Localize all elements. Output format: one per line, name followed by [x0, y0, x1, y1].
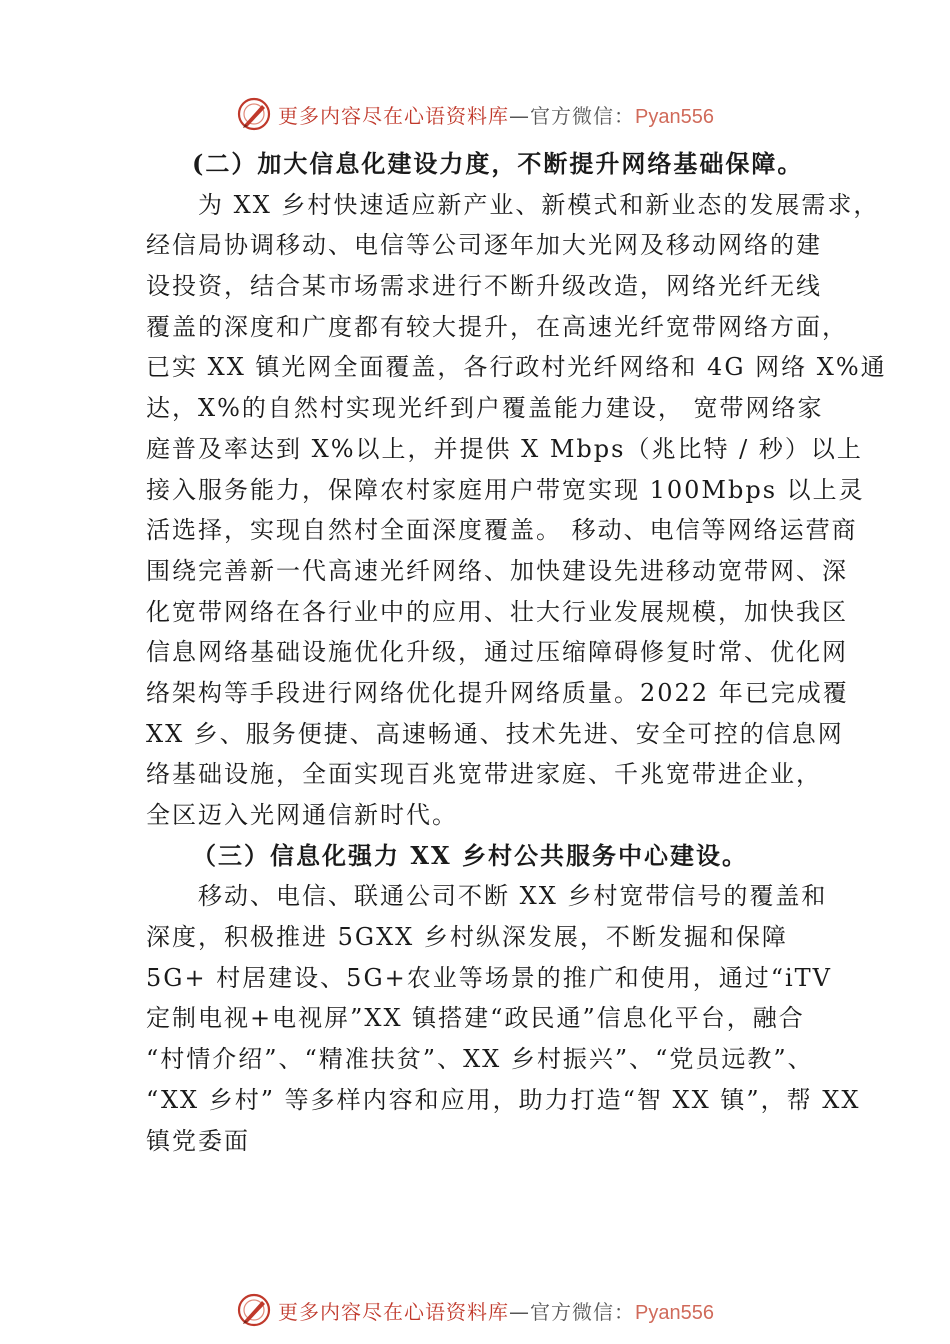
paragraph-line: 镇党委面	[146, 1126, 250, 1155]
paragraph-line: 络架构等手段进行网络优化提升网络质量。2022 年已完成覆	[146, 678, 849, 707]
paragraph-line: 信息网络基础设施优化升级，通过压缩障碍修复时常、优化网	[146, 638, 848, 667]
wechat-id: Pyan556	[635, 1301, 714, 1324]
paragraph-line: 设投资，结合某市场需求进行不断升级改造，网络光纤无线	[146, 272, 822, 301]
paragraph-line: 活选择，实现自然村全面深度覆盖。 移动、电信等网络运营商	[146, 516, 858, 545]
paragraph-line: 深度，积极推进 5GXX 乡村纵深发展，不断发掘和保障	[146, 923, 788, 952]
paragraph-line: 移动、电信、联通公司不断 XX 乡村宽带信号的覆盖和	[198, 882, 828, 911]
paragraph-line: 5G+ 村居建设、5G+农业等场景的推广和使用，通过“iTV	[146, 963, 833, 992]
footer-banner	[0, 1290, 950, 1330]
pen-seal-icon	[236, 96, 272, 132]
paragraph-line: “XX 乡村” 等多样内容和应用，助力打造“智 XX 镇”，帮 XX	[146, 1085, 861, 1114]
banner-main-text: 更多内容尽在心语资料库	[278, 103, 510, 128]
paragraph-line: 化宽带网络在各行业中的应用、壮大行业发展规模，加快我区	[146, 597, 848, 626]
paragraph-line: 已实 XX 镇光网全面覆盖，各行政村光纤网络和 4G 网络 X%通	[146, 353, 887, 382]
banner-label: 官方微信：	[530, 103, 636, 128]
paragraph-line: 定制电视+电视屏”XX 镇搭建“政民通”信息化平台，融合	[146, 1004, 805, 1033]
banner-dash: —	[509, 103, 531, 128]
banner-text	[278, 100, 714, 129]
paragraph-line: 庭普及率达到 X%以上，并提供 X Mbps（兆比特 / 秒）以上	[146, 434, 863, 463]
pen-seal-icon	[236, 1292, 272, 1328]
wechat-id: Pyan556	[635, 105, 714, 128]
paragraph-line: 为 XX 乡村快速适应新产业、新模式和新业态的发展需求，	[198, 190, 880, 219]
section-heading: (二）加大信息化建设力度，不断提升网络基础保障。	[192, 149, 804, 178]
banner-text	[278, 1296, 714, 1325]
paragraph-line: 围绕完善新一代高速光纤网络、加快建设先进移动宽带网、深	[146, 556, 848, 585]
banner-label: 官方微信：	[530, 1299, 636, 1324]
banner-dash: —	[509, 1299, 531, 1324]
document-body	[146, 144, 887, 1161]
paragraph-line: 接入服务能力，保障农村家庭用户带宽实现 100Mbps 以上灵	[146, 475, 865, 504]
paragraph-line: 络基础设施，全面实现百兆宽带进家庭、千兆宽带进企业，	[146, 760, 822, 789]
banner-main-text: 更多内容尽在心语资料库	[278, 1299, 510, 1324]
section-heading: （三）信息化强力 XX 乡村公共服务中心建设。	[192, 840, 748, 870]
paragraph-line: 覆盖的深度和广度都有较大提升，在高速光纤宽带网络方面，	[146, 312, 848, 341]
paragraph-line: 全区迈入光网通信新时代。	[146, 801, 458, 829]
paragraph-line: 经信局协调移动、电信等公司逐年加大光网及移动网络的建	[146, 231, 822, 260]
paragraph-line: XX 乡、服务便捷、高速畅通、技术先进、安全可控的信息网	[146, 719, 844, 748]
header-banner	[0, 94, 950, 134]
paragraph-line: 达，X%的自然村实现光纤到户覆盖能力建设， 宽带网络家	[146, 394, 824, 423]
paragraph-line: “村情介绍”、“精准扶贫”、XX 乡村振兴”、“党员远教”、	[146, 1045, 814, 1074]
